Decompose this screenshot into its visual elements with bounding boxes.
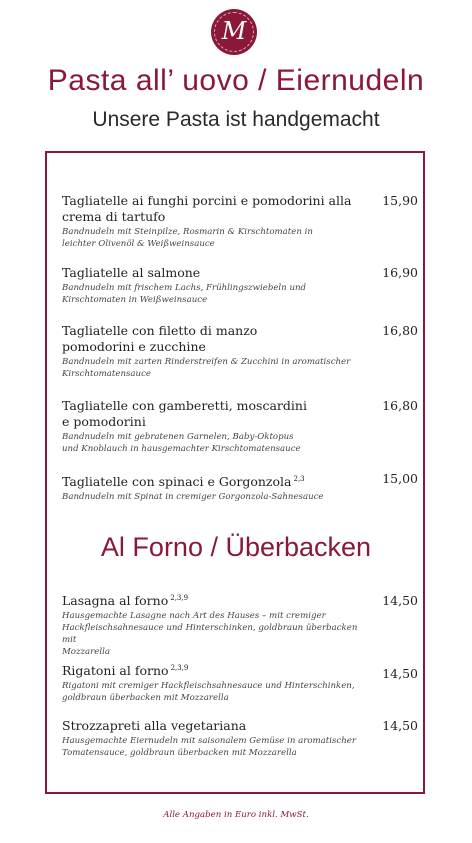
item-description bbox=[62, 735, 372, 759]
item-name-line: Tagliatelle ai funghi porcini e pomodorini alla bbox=[62, 193, 352, 208]
item-desc-line: Bandnudeln mit frischem Lachs, Frühlingszwiebeln und bbox=[62, 283, 307, 293]
item-name-line: Tagliatelle con spinaci e Gorgonzola bbox=[62, 474, 292, 490]
item-description: Bandnudeln mit Spinat in cremiger Gorgonzola-Sahnesauce bbox=[62, 492, 324, 503]
allergen-codes: 2,3,9 bbox=[170, 594, 189, 602]
menu-item bbox=[62, 265, 422, 306]
item-desc-line: goldbraun überbacken mit Mozzarella bbox=[62, 693, 229, 704]
item-price: 14,50 bbox=[382, 593, 418, 608]
item-desc-line: Bandnudeln mit zarten Rinderstreifen & Zucchini in aromatischer bbox=[62, 357, 351, 367]
item-description bbox=[62, 226, 372, 250]
item-name: Tagliatelle al salmone bbox=[62, 265, 201, 280]
menu-item bbox=[62, 193, 422, 250]
item-name: Strozzapreti alla vegetariana bbox=[62, 718, 247, 733]
item-desc-line: Rigatoni mit cremiger Hackfleischsahnesauce und Hinterschinken, bbox=[62, 681, 355, 692]
page-title: Pasta all’ uovo / Eiernudeln bbox=[47, 64, 425, 97]
restaurant-logo bbox=[211, 9, 257, 55]
item-description bbox=[62, 356, 372, 380]
allergen-codes: 2,3 bbox=[293, 475, 305, 483]
page-subtitle: Unsere Pasta ist handgemacht bbox=[92, 108, 380, 131]
item-desc-line: Bandnudeln mit Steinpilze, Rosmarin & Kirschtomaten in bbox=[62, 227, 313, 237]
allergen-codes: 2,3,9 bbox=[170, 664, 189, 672]
item-name bbox=[62, 590, 352, 609]
menu-item bbox=[62, 660, 422, 704]
item-name-line: e pomodorini bbox=[62, 414, 146, 429]
item-price: 14,50 bbox=[382, 666, 418, 681]
item-description bbox=[62, 610, 372, 658]
item-desc-line: Hackfleischsahnesauce und Hinterschinken, goldbraun überbacken mit bbox=[62, 623, 358, 646]
item-price: 16,80 bbox=[382, 398, 418, 413]
menu-item bbox=[62, 590, 422, 658]
item-price: 16,80 bbox=[382, 323, 418, 338]
item-name-line: crema di tartufo bbox=[62, 209, 166, 224]
item-description bbox=[62, 282, 372, 306]
item-desc-line: Hausgemachte Eiernudeln mit saisonalem Gemüse in aromatischer bbox=[62, 736, 356, 746]
item-description bbox=[62, 431, 372, 455]
item-name-line: Tagliatelle con filetto di manzo bbox=[62, 323, 258, 338]
menu-item bbox=[62, 718, 422, 759]
item-name bbox=[62, 660, 352, 679]
logo-letter: M bbox=[221, 17, 247, 45]
item-desc-line: Kirschtomatensauce bbox=[62, 369, 151, 379]
item-name bbox=[62, 323, 352, 355]
item-description bbox=[62, 680, 372, 704]
footer-note: Alle Angaben in Euro inkl. MwSt. bbox=[163, 810, 309, 820]
item-name-line: Rigatoni al forno bbox=[62, 663, 169, 679]
menu-item bbox=[62, 471, 422, 503]
section-title: Al Forno / Überbacken bbox=[100, 532, 372, 562]
item-name bbox=[62, 398, 352, 430]
item-desc-line: Hausgemachte Lasagne nach Art des Hauses – mit cremiger bbox=[62, 611, 326, 622]
item-name-line: Tagliatelle con gamberetti, moscardini bbox=[62, 398, 307, 413]
item-desc-line: Kirschtomaten in Weißweinsauce bbox=[62, 295, 208, 305]
item-desc-line: leichter Olivenöl & Weißweinsauce bbox=[62, 239, 215, 249]
item-desc-line: Mozzarella bbox=[62, 647, 110, 658]
item-desc-line: Bandnudeln mit gebratenen Garnelen, Baby-Oktopus bbox=[62, 432, 294, 442]
item-desc-line: und Knoblauch in hausgemachter Kirschtomatensauce bbox=[62, 444, 301, 454]
item-price: 15,00 bbox=[382, 471, 418, 486]
item-name-line: Lasagna al forno bbox=[62, 593, 169, 609]
item-name-line: pomodorini e zucchine bbox=[62, 339, 206, 354]
item-name bbox=[62, 471, 352, 490]
item-price: 16,90 bbox=[382, 265, 418, 280]
item-price: 15,90 bbox=[382, 193, 418, 208]
menu-item bbox=[62, 323, 422, 380]
item-name bbox=[62, 193, 352, 225]
item-price: 14,50 bbox=[382, 718, 418, 733]
menu-item bbox=[62, 398, 422, 455]
item-desc-line: Tomatensauce, goldbraun überbacken mit Mozzarella bbox=[62, 748, 297, 758]
